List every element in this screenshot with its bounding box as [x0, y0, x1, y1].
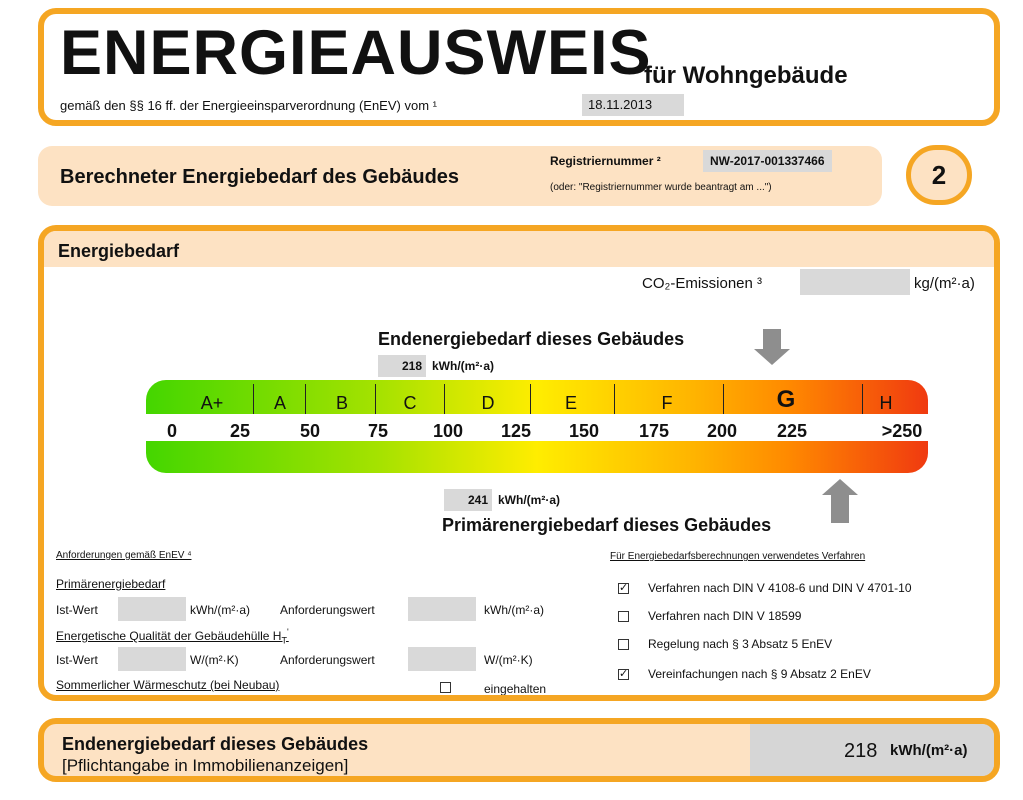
end-energy-value: 218 — [378, 355, 426, 377]
scale-tick: 100 — [432, 421, 464, 441]
primary-requirement-field[interactable] — [408, 597, 476, 621]
method-checkbox-1[interactable]: ✓ — [619, 582, 629, 594]
unit-label: W/(m²·K) — [190, 653, 239, 667]
primary-energy-value: 241 — [444, 489, 492, 511]
method-label-4: Vereinfachungen nach § 9 Absatz 2 EnEV — [648, 667, 871, 681]
energy-demand-header — [44, 231, 994, 267]
class-label-f: F — [661, 393, 673, 413]
footer-value: 218 — [844, 740, 878, 762]
summer-protection-check-label: eingehalten — [484, 682, 547, 696]
class-label-g-active: G — [776, 386, 796, 413]
scale-separator — [862, 384, 863, 414]
ist-value-label: Ist-Wert — [56, 653, 98, 667]
hull-ist-field[interactable] — [118, 647, 186, 671]
method-label-3: Regelung nach § 3 Absatz 5 EnEV — [648, 637, 833, 651]
scale-separator — [375, 384, 376, 414]
class-label-aplus: A+ — [200, 393, 224, 413]
method-checkbox-4[interactable]: ✓ — [619, 668, 629, 680]
scale-tick: 200 — [706, 421, 738, 441]
hull-requirement-field[interactable] — [408, 647, 476, 671]
class-label-a: A — [273, 393, 287, 413]
scale-tick: 0 — [166, 421, 178, 441]
registration-number-field[interactable]: NW-2017-001337466 — [703, 150, 832, 172]
efficiency-scale-bottom — [146, 441, 928, 473]
footer-title: Endenergiebedarf dieses Gebäudes — [62, 734, 369, 754]
ist-value-label: Ist-Wert — [56, 603, 98, 617]
header-box — [38, 8, 1000, 126]
requirements-heading: Anforderungen gemäß EnEV ⁴ — [56, 550, 192, 561]
class-label-b: B — [335, 393, 349, 413]
scale-tick: 175 — [638, 421, 670, 441]
unit-label: kWh/(m²·a) — [484, 603, 544, 617]
footer-box — [38, 718, 1000, 782]
scale-tick: 125 — [500, 421, 532, 441]
unit-label: kWh/(m²·a) — [190, 603, 250, 617]
summer-protection-label: Sommerlicher Wärmeschutz (bei Neubau) — [56, 678, 280, 692]
class-label-c: C — [403, 393, 417, 413]
primary-ist-field[interactable] — [118, 597, 186, 621]
scale-tick: 225 — [776, 421, 808, 441]
unit-label: W/(m²·K) — [484, 653, 533, 667]
scale-separator — [614, 384, 615, 414]
class-label-d: D — [481, 393, 495, 413]
co2-label: CO₂-Emissionen ³ — [642, 275, 763, 292]
issue-date-field[interactable]: 18.11.2013 — [582, 94, 684, 116]
primary-energy-unit: kWh/(m²·a) — [498, 493, 560, 507]
requirement-value-label: Anforderungswert — [280, 653, 375, 667]
method-checkbox-3[interactable] — [618, 639, 629, 650]
scale-separator — [305, 384, 306, 414]
document-title: ENERGIEAUSWEIS — [60, 18, 652, 88]
law-reference: gemäß den §§ 16 ff. der Energieeinsparverordnung (EnEV) vom ¹ — [60, 98, 437, 113]
method-checkbox-2[interactable] — [618, 611, 629, 622]
scale-tick: >250 — [881, 421, 923, 441]
registration-note: (oder: "Registriernummer wurde beantragt am ...") — [550, 182, 772, 193]
document-subtitle: für Wohngebäude — [644, 62, 848, 89]
class-label-h: H — [879, 393, 893, 413]
methods-heading: Für Energiebedarfsberechnungen verwendetes Verfahren — [610, 551, 866, 562]
co2-unit: kg/(m²·a) — [914, 275, 975, 292]
primary-demand-heading: Primärenergiebedarf — [56, 577, 166, 591]
scale-tick: 50 — [299, 421, 321, 441]
end-energy-title: Endenergiebedarf dieses Gebäudes — [378, 329, 685, 349]
summer-protection-checkbox[interactable] — [440, 682, 451, 693]
scale-tick: 75 — [367, 421, 389, 441]
registration-label: Registriernummer ² — [550, 154, 661, 168]
page-number-badge: 2 — [906, 145, 972, 205]
energy-demand-title: Energiebedarf — [58, 241, 180, 261]
scale-separator — [530, 384, 531, 414]
footer-subtitle: [Pflichtangabe in Immobilienanzeigen] — [62, 756, 349, 775]
energy-demand-box — [38, 225, 1000, 701]
scale-tick: 150 — [568, 421, 600, 441]
primary-energy-title: Primärenergiebedarf dieses Gebäudes — [442, 515, 772, 535]
scale-separator — [253, 384, 254, 414]
scale-separator — [444, 384, 445, 414]
method-label-1: Verfahren nach DIN V 4108-6 und DIN V 4701-10 — [648, 581, 912, 595]
scale-separator — [723, 384, 724, 414]
requirement-value-label: Anforderungswert — [280, 603, 375, 617]
method-label-2: Verfahren nach DIN V 18599 — [648, 609, 802, 623]
section-band — [38, 146, 882, 206]
class-label-e: E — [564, 393, 578, 413]
efficiency-scale-top — [146, 380, 928, 414]
section-title: Berechneter Energiebedarf des Gebäudes — [60, 166, 460, 188]
co2-field[interactable] — [800, 269, 910, 295]
scale-tick: 25 — [229, 421, 251, 441]
footer-unit: kWh/(m²·a) — [890, 742, 968, 759]
hull-quality-heading: Energetische Qualität der Gebäudehülle $H_T'$ — [56, 627, 289, 646]
end-energy-unit: kWh/(m²·a) — [432, 359, 494, 373]
